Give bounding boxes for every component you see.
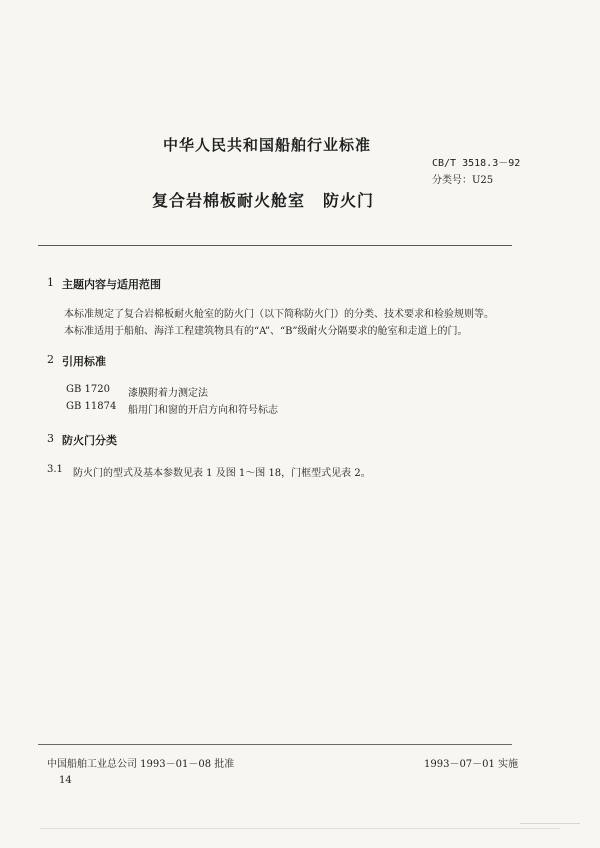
page-number: 14: [59, 775, 72, 786]
section-3-number: 3: [47, 432, 54, 445]
reference-code: GB 11874: [66, 401, 117, 412]
scan-noise-line: [40, 828, 560, 829]
classification-number: 分类号：U25: [432, 175, 494, 186]
section-2-number: 2: [47, 353, 54, 366]
document-title-sub: 防火门: [323, 191, 375, 210]
subsection-3-1-text: 防火门的型式及基本参数见表 1 及图 1～图 18，门框型式见表 2。: [73, 468, 371, 479]
section-1-paragraph-2: 本标准适用于船舶、海洋工程建筑物具有的“A”、“B”级耐火分隔要求的舱室和走道上的门。: [64, 326, 468, 337]
reference-title: 船用门和窗的开启方向和符号标志: [128, 405, 278, 416]
section-1-heading: 主题内容与适用范围: [62, 278, 161, 291]
standard-code: CB/T 3518.3－92: [432, 158, 521, 169]
header-divider: [38, 245, 512, 246]
footer-divider: [38, 744, 512, 745]
approval-statement: 中国船舶工业总公司 1993－01－08 批准: [47, 759, 235, 770]
section-3-heading: 防火门分类: [62, 434, 117, 447]
subsection-3-1-number: 3.1: [47, 464, 63, 475]
document-title-main: 复合岩棉板耐火舱室: [152, 191, 306, 210]
document-title: [152, 188, 374, 211]
reference-code: GB 1720: [66, 384, 110, 395]
section-1-number: 1: [47, 276, 54, 289]
standard-title: 中华人民共和国船舶行业标准: [163, 136, 372, 154]
section-2-heading: 引用标准: [62, 355, 106, 368]
reference-title: 漆膜附着力测定法: [128, 388, 208, 399]
scan-noise-line: [520, 823, 580, 824]
effective-date: 1993－07－01 实施: [424, 759, 519, 770]
section-1-paragraph-1: 本标准规定了复合岩棉板耐火舱室的防火门（以下简称防火门）的分类、技术要求和检验规则等。: [64, 309, 494, 320]
